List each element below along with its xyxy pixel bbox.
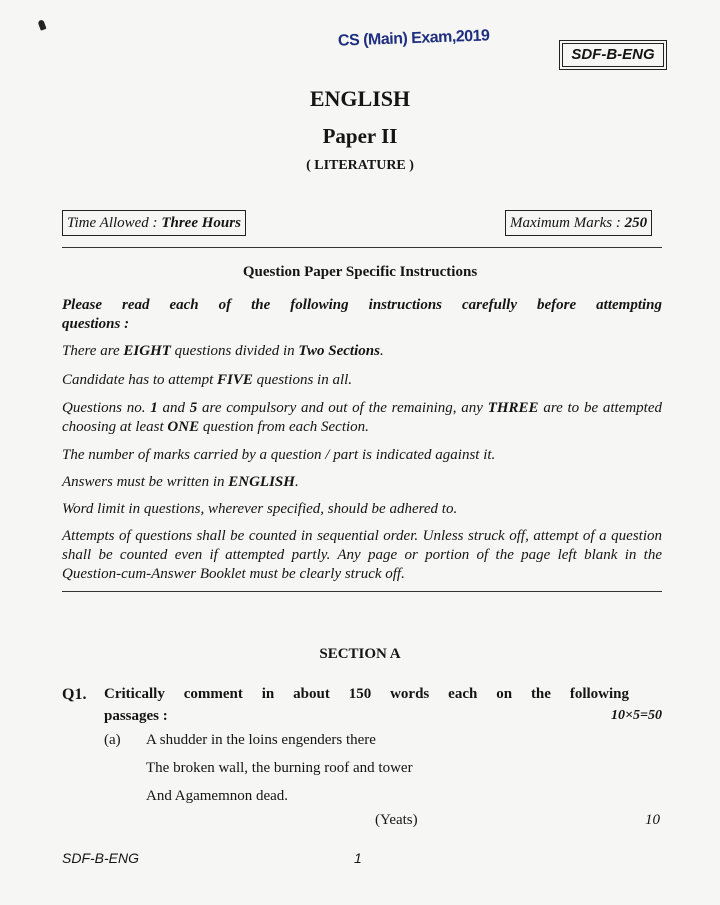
marks-value: 250 — [624, 215, 648, 231]
instructions-intro — [62, 296, 662, 334]
question-marks: 10×5=50 — [611, 708, 662, 723]
subject-title: ENGLISH — [309, 86, 411, 111]
passage-line: The broken wall, the burning roof and tower — [146, 760, 413, 776]
divider-bottom — [62, 591, 662, 592]
intro-line-a: Please read each of the following instructions carefully before attempting — [62, 297, 662, 313]
intro-line-b: questions : — [62, 316, 130, 332]
question-number: Q1. — [62, 686, 87, 703]
passage-attribution: (Yeats) — [375, 812, 418, 828]
marks-label: Maximum Marks : — [510, 215, 625, 231]
time-label: Time Allowed : — [67, 215, 162, 231]
instruction-item: Attempts of questions shall be counted in sequential order. Unless struck off, attempt of a question shall be counted even if attempted partly. Any page or portion of the page left blank in the Question-cum-Answer Booklet must be clearly struck off. — [62, 528, 662, 582]
time-allowed-box — [62, 210, 246, 236]
instruction-item: Answers must be written in ENGLISH. — [62, 474, 299, 490]
instruction-item: Word limit in questions, wherever specified, should be adhered to. — [62, 501, 458, 517]
instructions-heading: Question Paper Specific Instructions — [242, 264, 478, 280]
paper-subtitle: ( LITERATURE ) — [306, 158, 414, 173]
instruction-item: There are EIGHT questions divided in Two Sections. — [62, 343, 384, 359]
passage-line: A shudder in the loins engenders there — [146, 732, 376, 748]
paper-title: Paper II — [322, 124, 398, 148]
scan-speck — [37, 19, 46, 30]
divider-top — [62, 247, 662, 248]
paper-code-box: SDF-B-ENG — [562, 43, 664, 67]
question-text-line2: passages : — [104, 708, 168, 724]
instruction-item: The number of marks carried by a question / part is indicated against it. — [62, 447, 496, 463]
passage-line: And Agamemnon dead. — [146, 788, 289, 804]
part-label: (a) — [104, 732, 121, 748]
instruction-item: Candidate has to attempt FIVE questions in all. — [62, 372, 353, 388]
instruction-item: Questions no. 1 and 5 are compulsory and out of the remaining, any THREE are to be attempted choosing at least ONE question from each Section. — [62, 400, 663, 435]
question-text-line1: Critically comment in about 150 words each on the following — [104, 686, 629, 702]
exam-stamp: CS (Main) Exam,2019 — [337, 27, 490, 50]
maximum-marks-box — [505, 210, 652, 236]
part-marks: 10 — [645, 812, 660, 828]
section-title: SECTION A — [319, 646, 401, 662]
page-number: 1 — [354, 850, 362, 866]
footer-paper-code: SDF-B-ENG — [62, 850, 139, 866]
time-value: Three Hours — [161, 215, 241, 231]
